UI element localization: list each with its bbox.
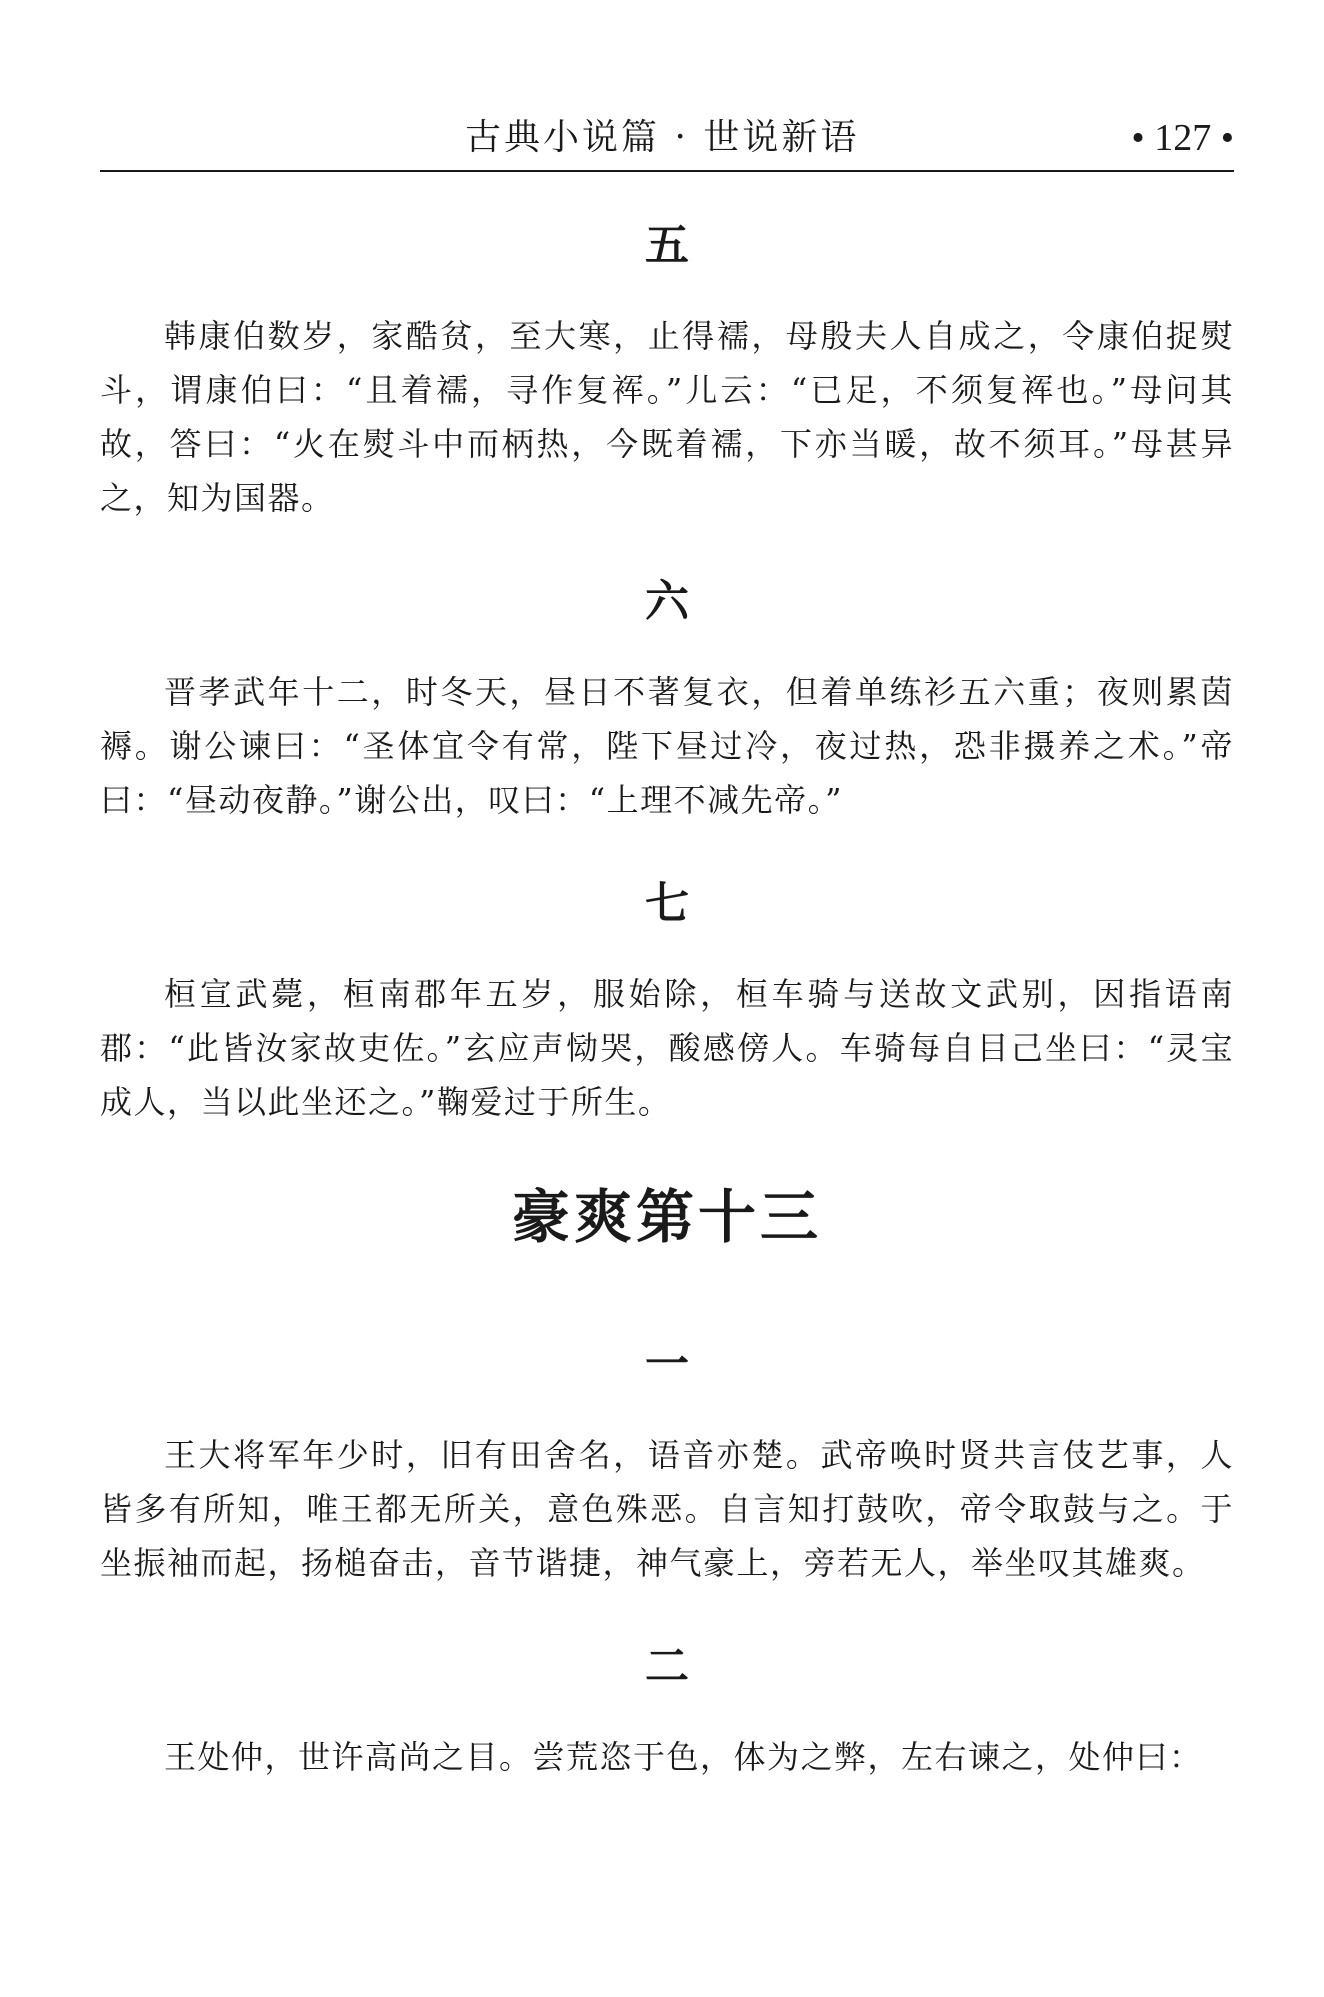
section-heading-7: 七 (645, 878, 689, 929)
chapter-title: 豪爽第十三 (511, 1183, 822, 1251)
section-heading-1: 一 (645, 1339, 689, 1390)
section-text-7: 桓宣武薨，桓南郡年五岁，服始除，桓车骑与送故文武别，因指语南郡：“此皆汝家故吏佐。”玄应声恸哭，酸感傍人。车骑每自目己坐曰：“灵宝成人，当以此坐还之。”鞠爱过于所生。 (100, 975, 1234, 1121)
section-text-6: 晋孝武年十二，时冬天，昼日不著复衣，但着单练衫五六重；夜则累茵褥。谢公谏曰：“圣体宜令有常，陛下昼过冷，夜过热，恐非摄养之术。”帝曰：“昼动夜静。”谢公出，叹曰：“上理不减先帝。” (100, 673, 1234, 819)
running-title: 古典小说篇 · 世说新语 (465, 117, 860, 158)
section-heading-2: 二 (645, 1641, 689, 1692)
section-text-1: 王大将军年少时，旧有田舍名，语音亦楚。武帝唤时贤共言伎艺事，人皆多有所知，唯王都无所关，意色殊恶。自言知打鼓吹，帝令取鼓与之。于坐振袖而起，扬槌奋击，音节谐捷，神气豪上，旁若无人，举坐叹其雄爽。 (100, 1436, 1234, 1582)
section-heading-5: 五 (645, 220, 689, 271)
section-heading-6: 六 (645, 576, 689, 627)
section-text-5: 韩康伯数岁，家酷贫，至大寒，止得襦，母殷夫人自成之，令康伯捉熨斗，谓康伯曰：“且着襦，寻作复裈。”儿云：“已足，不须复裈也。”母问其故，答曰：“火在熨斗中而柄热，今既着襦，下亦当暖，故不须耳。”母甚异之，知为国器。 (100, 317, 1234, 517)
page-number: • 127 • (1131, 117, 1234, 159)
page-content (100, 170, 1234, 1784)
running-head (100, 110, 1234, 166)
section-text-2: 王处仲，世许高尚之目。尝荒恣于色，体为之弊，左右谏之，处仲曰： (164, 1738, 1203, 1776)
